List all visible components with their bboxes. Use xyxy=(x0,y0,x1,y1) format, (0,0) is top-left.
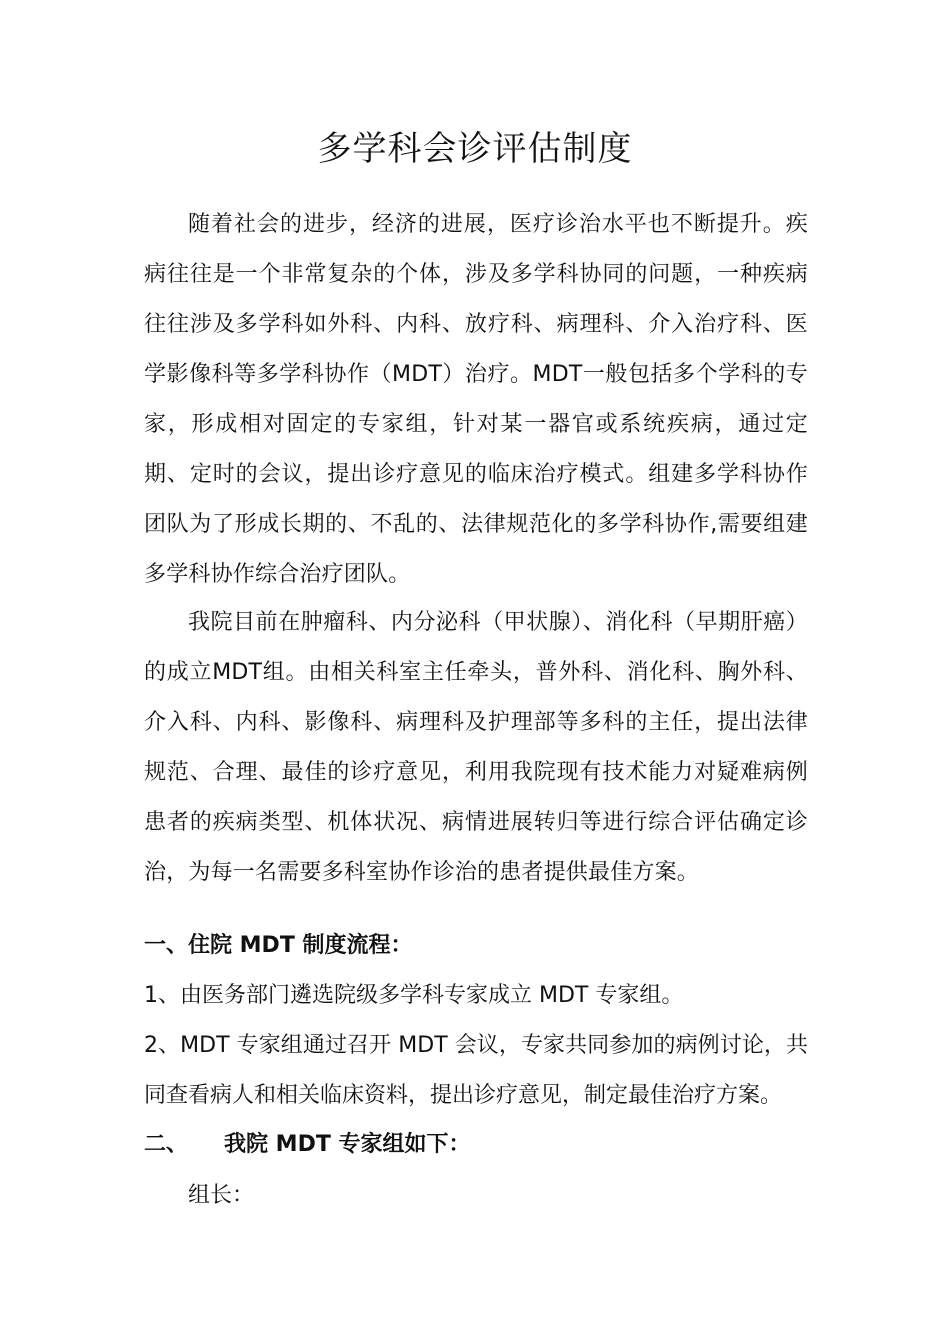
section-number: 二、 xyxy=(144,1132,189,1157)
paragraph-hospital-mdt xyxy=(144,598,808,898)
paragraph-text: 我院目前在肿瘤科、内分泌科（甲状腺）、消化科（早期肝癌）的成立MDT组。由相关科室主任牵头，普外科、消化科、胸外科、介入科、内科、影像科、病理科及护理部等多科的主任，提出法律规范、合理、最佳的诊疗意见，利用我院现有技术能力对疑难病例患者的疾病类型、机体状况、病情进展转归等进行综合评估确定诊治，为每一名需要多科室协作诊治的患者提供最佳方案。 xyxy=(144,610,808,885)
paragraph-intro xyxy=(144,200,808,600)
list-item: 1、由医务部门遴选院级多学科专家成立 MDT 专家组。 xyxy=(144,983,684,1008)
section-heading-inpatient-mdt: 一、住院 MDT 制度流程： xyxy=(144,933,413,958)
document-title: 多学科会诊评估制度 xyxy=(317,129,633,169)
section-heading-expert-group xyxy=(144,1120,824,1170)
section-heading-text: 我院 MDT 专家组如下： xyxy=(224,1132,471,1157)
group-leader-label: 组长： xyxy=(188,1183,255,1208)
list-item-text: 2、MDT 专家组通过召开 MDT 会议，专家共同参加的病例讨论，共同查看病人和相关临床资料，提出诊疗意见，制定最佳治疗方案。 xyxy=(144,1033,808,1108)
list-item xyxy=(144,1021,808,1121)
paragraph-text: 随着社会的进步，经济的进展，医疗诊治水平也不断提升。疾病往往是一个非常复杂的个体，涉及多学科协同的问题，一种疾病往往涉及多学科如外科、内科、放疗科、病理科、介入治疗科、医学影像科等多学科协作（MDT）治疗。MDT一般包括多个学科的专家，形成相对固定的专家组，针对某一器官或系统疾病，通过定期、定时的会议，提出诊疗意见的临床治疗模式。组建多学科协作团队为了形成长期的、不乱的、法律规范化的多学科协作,需要组建多学科协作综合治疗团队。 xyxy=(144,212,808,587)
